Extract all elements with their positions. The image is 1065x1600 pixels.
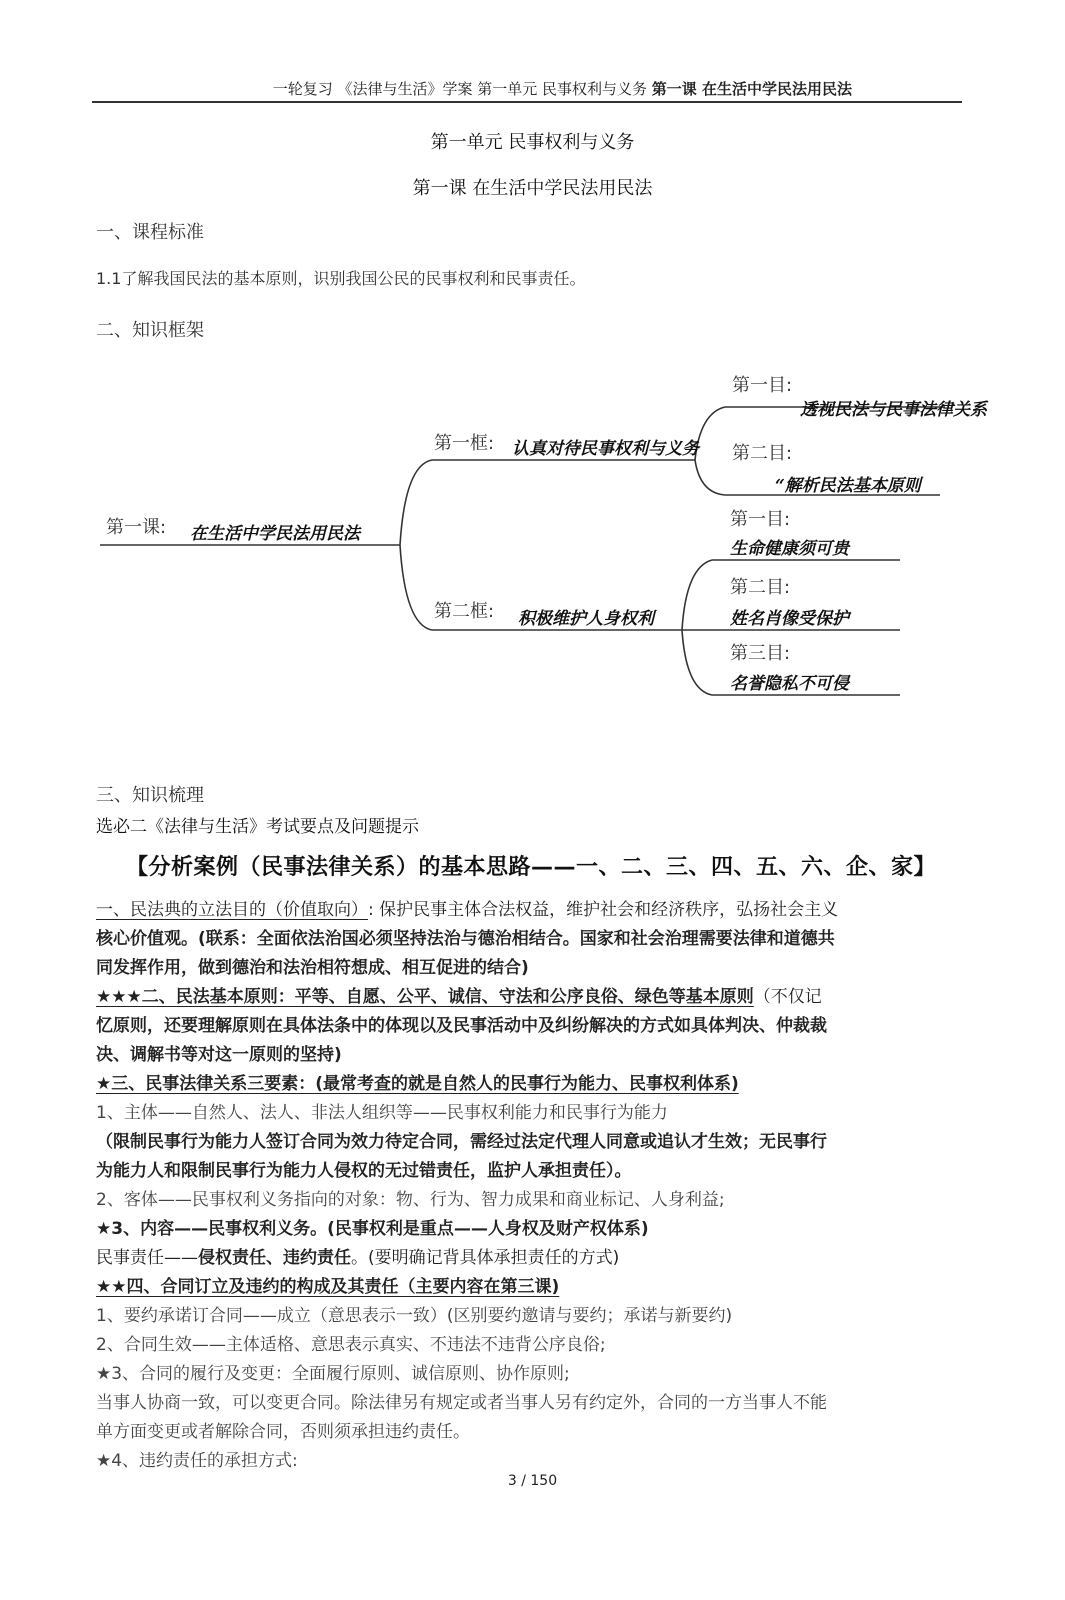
content-line-15: 1、要约承诺订合同——成立（意思表示一致）(区别要约邀请与要约；承诺与新要约)	[96, 1306, 733, 1326]
content-line-13	[96, 1244, 966, 1273]
content-text: 。(要明确记背具体承担责任的方式)	[351, 1248, 620, 1268]
basic-principles-heading: ★★★二、民法基本原则：平等、自愿、公平、诚信、守法和公序良俗、绿色等基本原则	[96, 987, 754, 1007]
knowledge-framework-mindmap	[0, 355, 1065, 715]
frame2-handwriting: 积极维护人身权利	[518, 609, 654, 629]
frame1-item2-handwriting: “解析民法基本原则	[775, 476, 921, 496]
section-3-subheading: 选必二《法律与生活》考试要点及问题提示	[96, 817, 419, 837]
content-line-6: 决、调解书等对这一原则的坚持)	[96, 1045, 342, 1065]
section-3-heading: 三、知识梳理	[96, 785, 204, 806]
content-line-12: ★3、内容——民事权利义务。(民事权利是重点——人身权及财产权体系)	[96, 1219, 649, 1239]
knowledge-content	[96, 896, 966, 1476]
branch-frame1-item1	[695, 407, 725, 460]
contract-heading: ★★四、合同订立及违约的构成及其责任（主要内容在第三课)	[96, 1277, 560, 1297]
content-line-10: 为能力人和限制民事行为能力人侵权的无过错责任，监护人承担责任）。	[96, 1161, 632, 1181]
frame1-item1-label: 第一目:	[732, 375, 793, 396]
header-rule	[92, 101, 962, 103]
frame2-item3-handwriting: 名誉隐私不可侵	[730, 674, 849, 694]
branch-frame2-item1	[682, 560, 712, 630]
content-text: （不仅记	[753, 987, 822, 1007]
content-line-16: 2、合同生效——主体适格、意思表示真实、不违法不违背公序良俗;	[96, 1335, 606, 1355]
frame1-item1-handwriting: 透视民法与民事法律关系	[800, 400, 987, 420]
content-line-5: 忆原则，还要理解原则在具体法条中的体现以及民事活动中及纠纷解决的方式如具体判决、仲裁裁	[96, 1016, 827, 1036]
root-handwriting: 在生活中学民法用民法	[190, 524, 360, 544]
page-number: 3 / 150	[507, 1473, 558, 1489]
section-1-heading: 一、课程标准	[96, 222, 204, 243]
content-line-9: （限制民事行为能力人签订合同为效力待定合同，需经过法定代理人同意或追认才生效；无民事行	[96, 1132, 827, 1152]
section-2-heading: 二、知识框架	[96, 320, 204, 341]
unit-title: 第一单元 民事权利与义务	[430, 132, 635, 153]
frame2-item1-handwriting: 生命健康须可贵	[730, 539, 849, 559]
frame1-item2-label: 第二目:	[732, 443, 793, 464]
content-line-11: 2、客体——民事权利义务指向的对象：物、行为、智力成果和商业标记、人身利益;	[96, 1190, 725, 1210]
content-text: 民事责任——	[96, 1248, 198, 1268]
content-line-8: 1、主体——自然人、法人、非法人组织等——民事权利能力和民事行为能力	[96, 1103, 668, 1123]
frame2-item2-handwriting: 姓名肖像受保护	[730, 609, 849, 629]
analysis-banner: 【分析案例（民事法律关系）的基本思路——一、二、三、四、五、六、企、家】	[125, 855, 936, 880]
content-line-20: ★4、违约责任的承担方式:	[96, 1451, 298, 1471]
content-text: 侵权责任、违约责任	[198, 1248, 351, 1268]
lesson-title: 第一课 在生活中学民法用民法	[412, 178, 653, 199]
frame2-label: 第二框:	[434, 601, 495, 622]
branch-frame1-item2	[695, 460, 725, 495]
running-header-lesson: 第一课 在生活中学民法用民法	[651, 80, 852, 98]
branch-root-frame2	[400, 545, 432, 630]
legislative-purpose-heading: 一、民法典的立法目的（价值取向）	[96, 900, 368, 920]
frame2-item3-label: 第三目:	[730, 643, 791, 664]
content-line-4	[96, 983, 966, 1012]
running-header-prefix: 一轮复习 《法律与生活》学案 第一单元 民事权利与义务	[272, 80, 652, 98]
curriculum-standard-text: 1.1了解我国民法的基本原则，识别我国公民的民事权利和民事责任。	[96, 269, 586, 288]
frame1-label: 第一框:	[434, 433, 495, 454]
content-text: : 保护民事主体合法权益，维护社会和经济秩序，弘扬社会主义	[368, 900, 839, 920]
frame2-item2-label: 第二目:	[730, 577, 791, 598]
content-line-1	[96, 896, 966, 925]
content-line-18: 当事人协商一致，可以变更合同。除法律另有规定或者当事人另有约定外，合同的一方当事人不能	[96, 1393, 827, 1413]
branch-root-frame1	[400, 460, 432, 545]
branch-frame2-item3	[682, 630, 712, 695]
three-elements-heading: ★三、民事法律关系三要素：(最常考查的就是自然人的民事行为能力、民事权利体系)	[96, 1074, 739, 1094]
content-line-3: 同发挥作用，做到德治和法治相符想成、相互促进的结合)	[96, 958, 529, 978]
content-line-2: 核心价值观。(联系：全面依法治国必须坚持法治与德治相结合。国家和社会治理需要法律和道德共	[96, 929, 835, 949]
frame2-item1-label: 第一目:	[730, 509, 791, 530]
root-label: 第一课:	[106, 517, 167, 538]
content-line-17: ★3、合同的履行及变更：全面履行原则、诚信原则、协作原则;	[96, 1364, 570, 1384]
running-header	[92, 78, 962, 99]
frame1-handwriting: 认真对待民事权利与义务	[512, 439, 699, 459]
content-line-19: 单方面变更或者解除合同，否则须承担违约责任。	[96, 1422, 470, 1442]
